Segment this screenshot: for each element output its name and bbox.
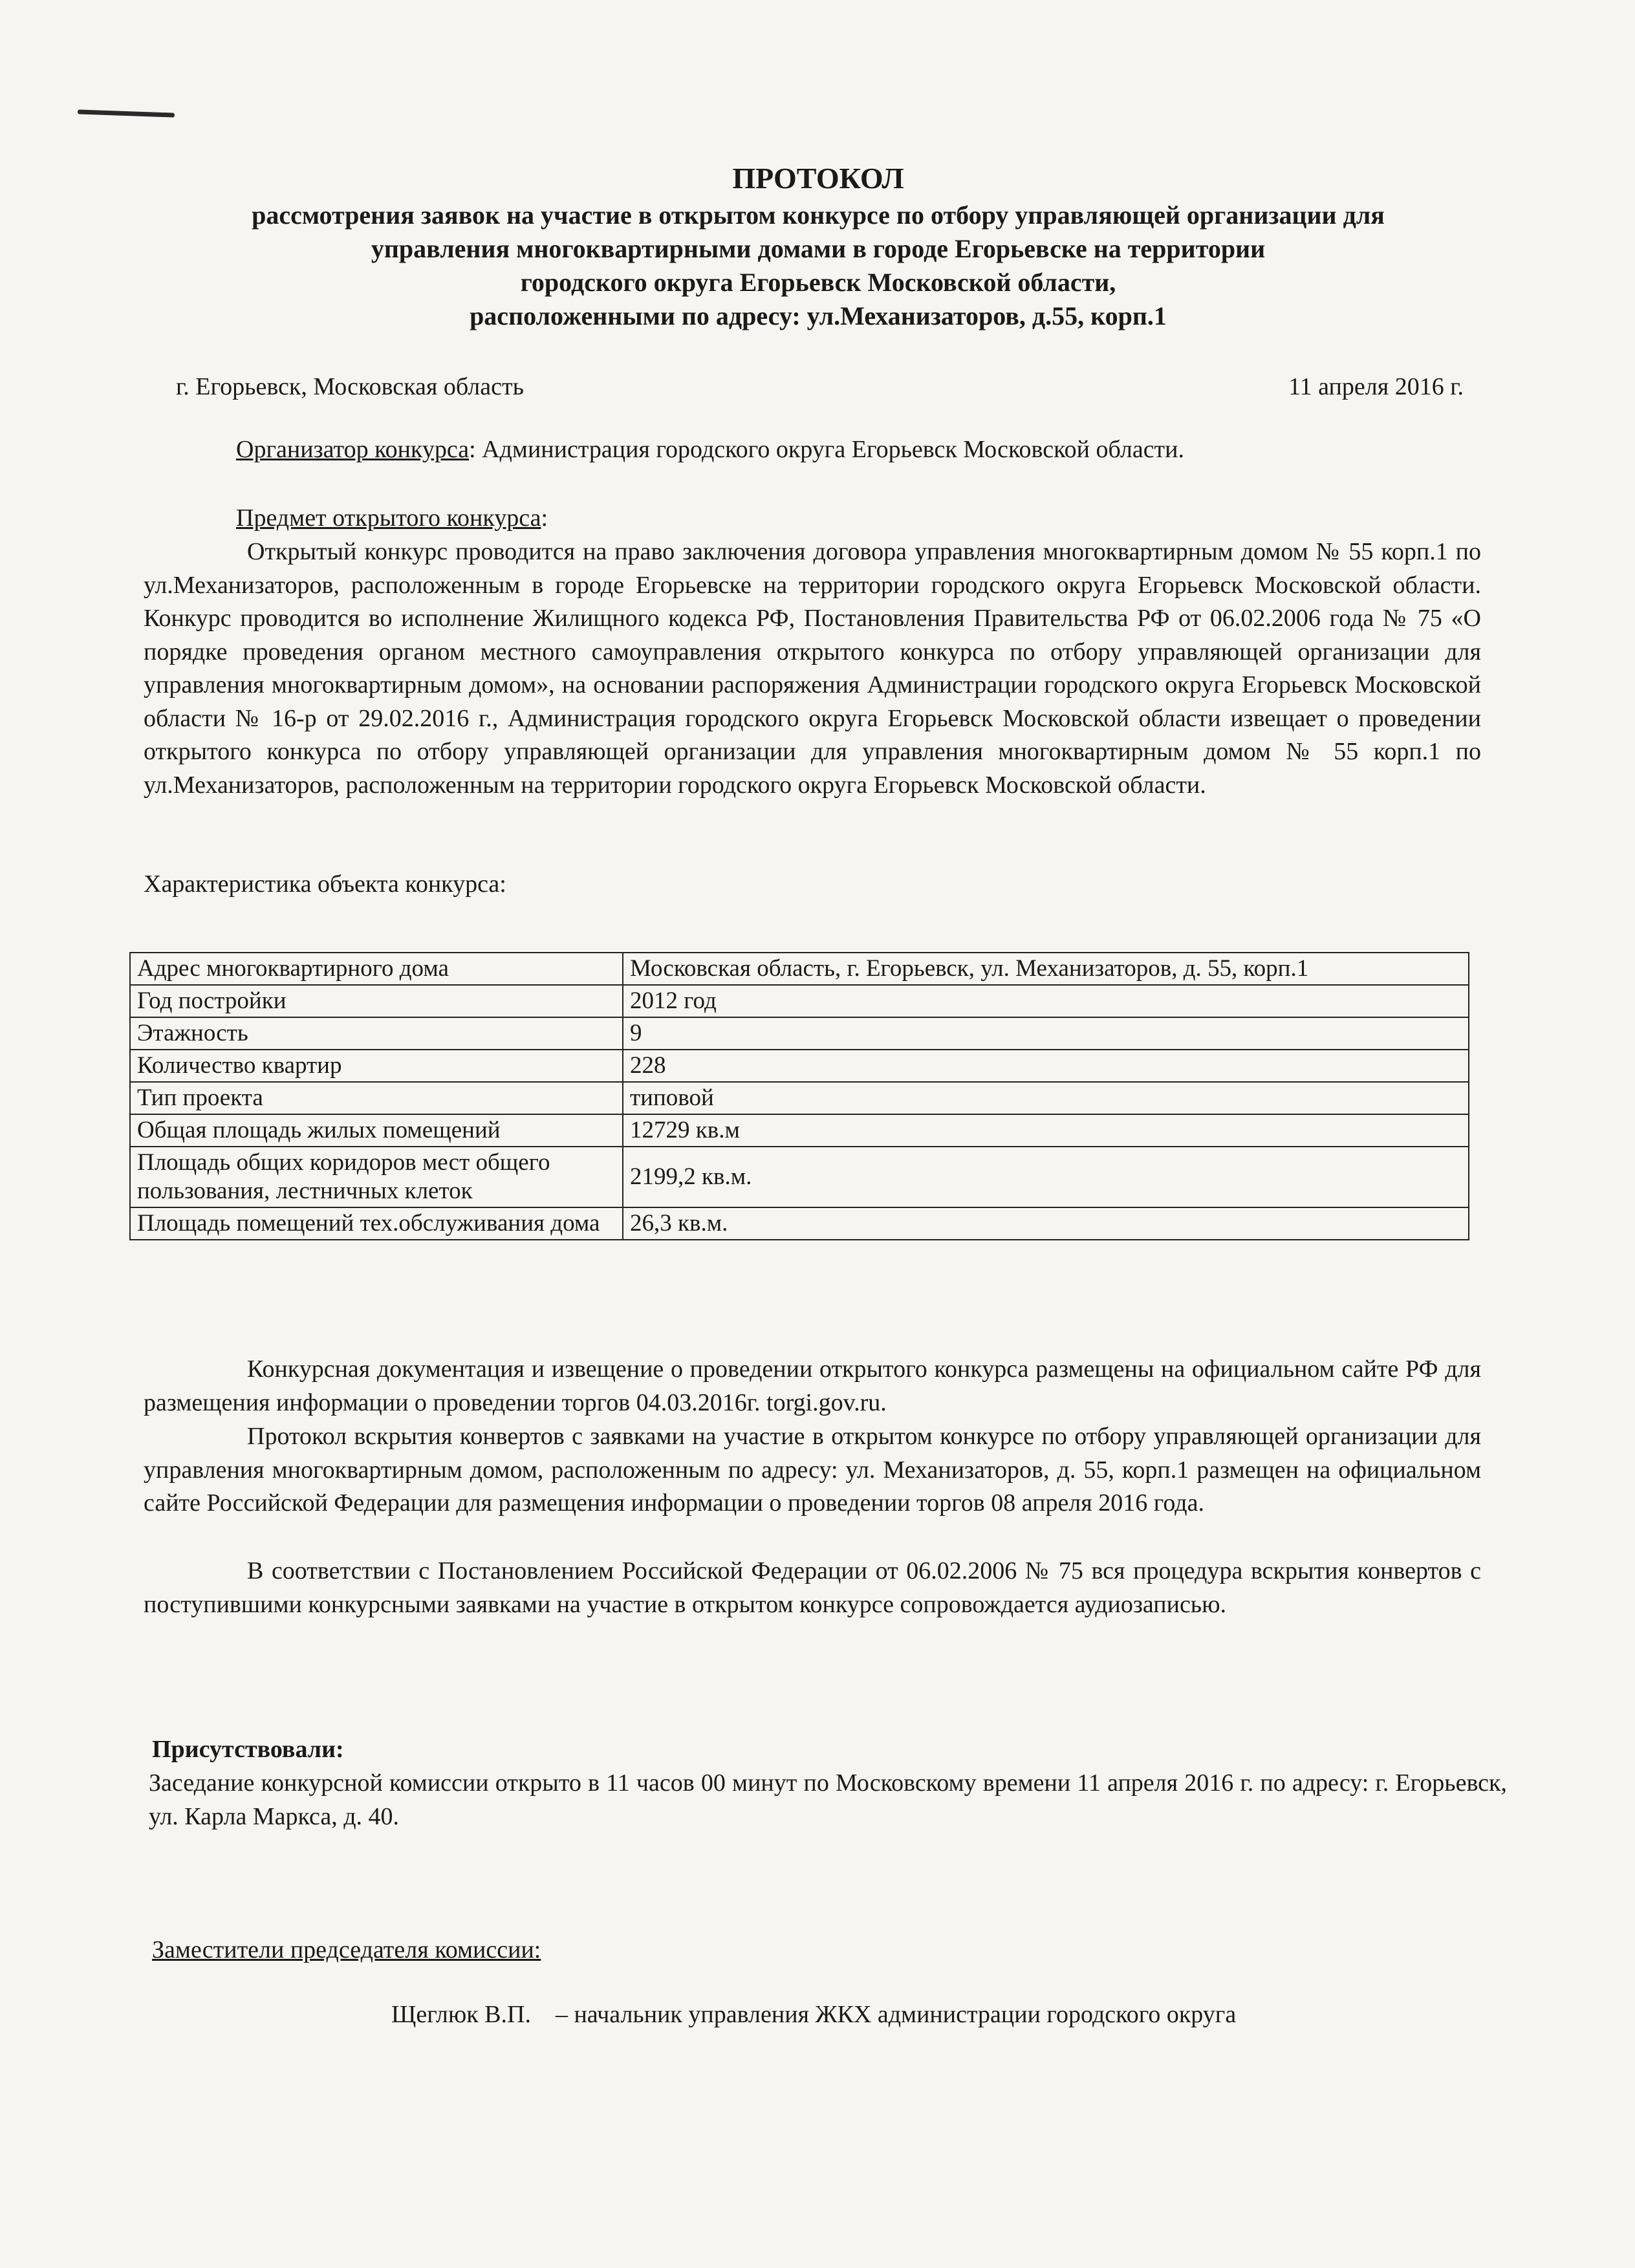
table-key: Площадь общих коридоров мест общего пользования, лестничных клеток: [130, 1147, 623, 1207]
member-role: – начальник управления ЖКХ администрации городского округа: [555, 2001, 1237, 2028]
table-value: 2012 год: [623, 985, 1469, 1017]
table-key: Площадь помещений тех.обслуживания дома: [130, 1207, 623, 1240]
title-line-1: рассмотрения заявок на участие в открытом конкурсе по отбору управляющей организации для: [252, 200, 1385, 230]
document-title: [129, 158, 1507, 333]
subject-label: Предмет открытого конкурса: [236, 504, 541, 532]
object-table: [129, 952, 1469, 1240]
table-key: Общая площадь жилых помещений: [130, 1114, 623, 1147]
table-key: Адрес многоквартирного дома: [130, 953, 623, 985]
organizer-line: [236, 433, 1465, 467]
body-paragraph-1: Конкурсная документация и извещение о проведении открытого конкурса размещены на официальном сайте РФ для размещения информации о проведении торгов 04.03.2016г. torgi.gov.ru.: [144, 1355, 1481, 1416]
header-place: г. Егорьевск, Московская область: [176, 373, 524, 400]
table-key: Год постройки: [130, 985, 623, 1017]
table-row: [130, 1050, 1469, 1082]
organizer-label: Организатор конкурса: [236, 436, 470, 463]
subject-text: Открытый конкурс проводится на право заключения договора управления многоквартирным домом № 55 корп.1 по ул.Механизаторов, расположенным в городе Егорьевске на территории городского округа Егорьевск Московской области. Конкурс проводится во исполнение Жилищного кодекса РФ, Постановления Правительства РФ от 06.02.2006 года № 75 «О порядке проведения органом местного самоуправления открытого конкурса по отбору управляющей организации для управления многоквартирным домом», на основании распоряжения Администрации городского округа Егорьевск Московской области № 16-р от 29.02.2016 г., Администрация городского округа Егорьевск Московской области извещает о проведении открытого конкурса по отбору управляющей организации для управления многоквартирным домом № 55 корп.1 по ул.Механизаторов, расположенным на территории городского округа Егорьевск Московской области.: [144, 538, 1481, 799]
table-row: [130, 1207, 1469, 1240]
attendance-text: Заседание конкурсной комиссии открыто в 11 часов 00 минут по Московскому времени 11 апреля 2016 г. по адресу: г. Егорьевск, ул. Карла Маркса, д. 40.: [149, 1769, 1507, 1830]
table-key: Количество квартир: [130, 1050, 623, 1082]
table-row: [130, 953, 1469, 985]
title-line-2: управления многоквартирными домами в городе Егорьевске на территории: [371, 234, 1266, 263]
attendance-heading: Присутствовали:: [152, 1736, 344, 1763]
scan-mark: [78, 109, 175, 117]
table-row: [130, 1147, 1469, 1207]
table-row: [130, 985, 1469, 1017]
table-value: 9: [623, 1017, 1469, 1050]
title-line-3: городского округа Егорьевск Московской области,: [520, 268, 1116, 297]
commission-heading: Заместители председателя комиссии:: [152, 1936, 541, 1963]
table-row: [130, 1017, 1469, 1050]
table-value: Московская область, г. Егорьевск, ул. Механизаторов, д. 55, корп.1: [623, 953, 1469, 985]
title-line-4: расположенными по адресу: ул.Механизаторов, д.55, корп.1: [470, 301, 1167, 330]
commission-member: [391, 1998, 1491, 2032]
body-paragraph-3: В соответствии с Постановлением Российской Федерации от 06.02.2006 № 75 вся процедура вскрытия конвертов с поступившими конкурсными заявками на участие в открытом конкурсе сопровождается аудиозаписью.: [144, 1557, 1481, 1618]
organizer-colon: :: [469, 436, 476, 463]
table-key: Этажность: [130, 1017, 623, 1050]
characteristics-heading: Характеристика объекта конкурса:: [144, 870, 506, 898]
body-paragraph-2: Протокол вскрытия конвертов с заявками на участие в открытом конкурсе по отбору управляющей организации для управления многоквартирным домом, расположенным по адресу: ул. Механизаторов, д. 55, корп.1 размещен на официальном сайте Российской Федерации для размещения информации о проведении торгов 08 апреля 2016 года.: [144, 1423, 1481, 1517]
subject-heading: [236, 502, 1465, 535]
table-value: 26,3 кв.м.: [623, 1207, 1469, 1240]
member-name: Щеглюк В.П.: [391, 2001, 531, 2028]
organizer-value: Администрация городского округа Егорьевск Московской области.: [475, 436, 1185, 463]
table-value: 12729 кв.м: [623, 1114, 1469, 1147]
table-row: [130, 1082, 1469, 1114]
title-main: ПРОТОКОЛ: [732, 162, 904, 195]
table-value: 228: [623, 1050, 1469, 1082]
subject-colon: :: [541, 504, 548, 532]
table-value: 2199,2 кв.м.: [623, 1147, 1469, 1207]
table-row: [130, 1114, 1469, 1147]
header-date: 11 апреля 2016 г.: [1288, 373, 1464, 400]
table-value: типовой: [623, 1082, 1469, 1114]
table-key: Тип проекта: [130, 1082, 623, 1114]
